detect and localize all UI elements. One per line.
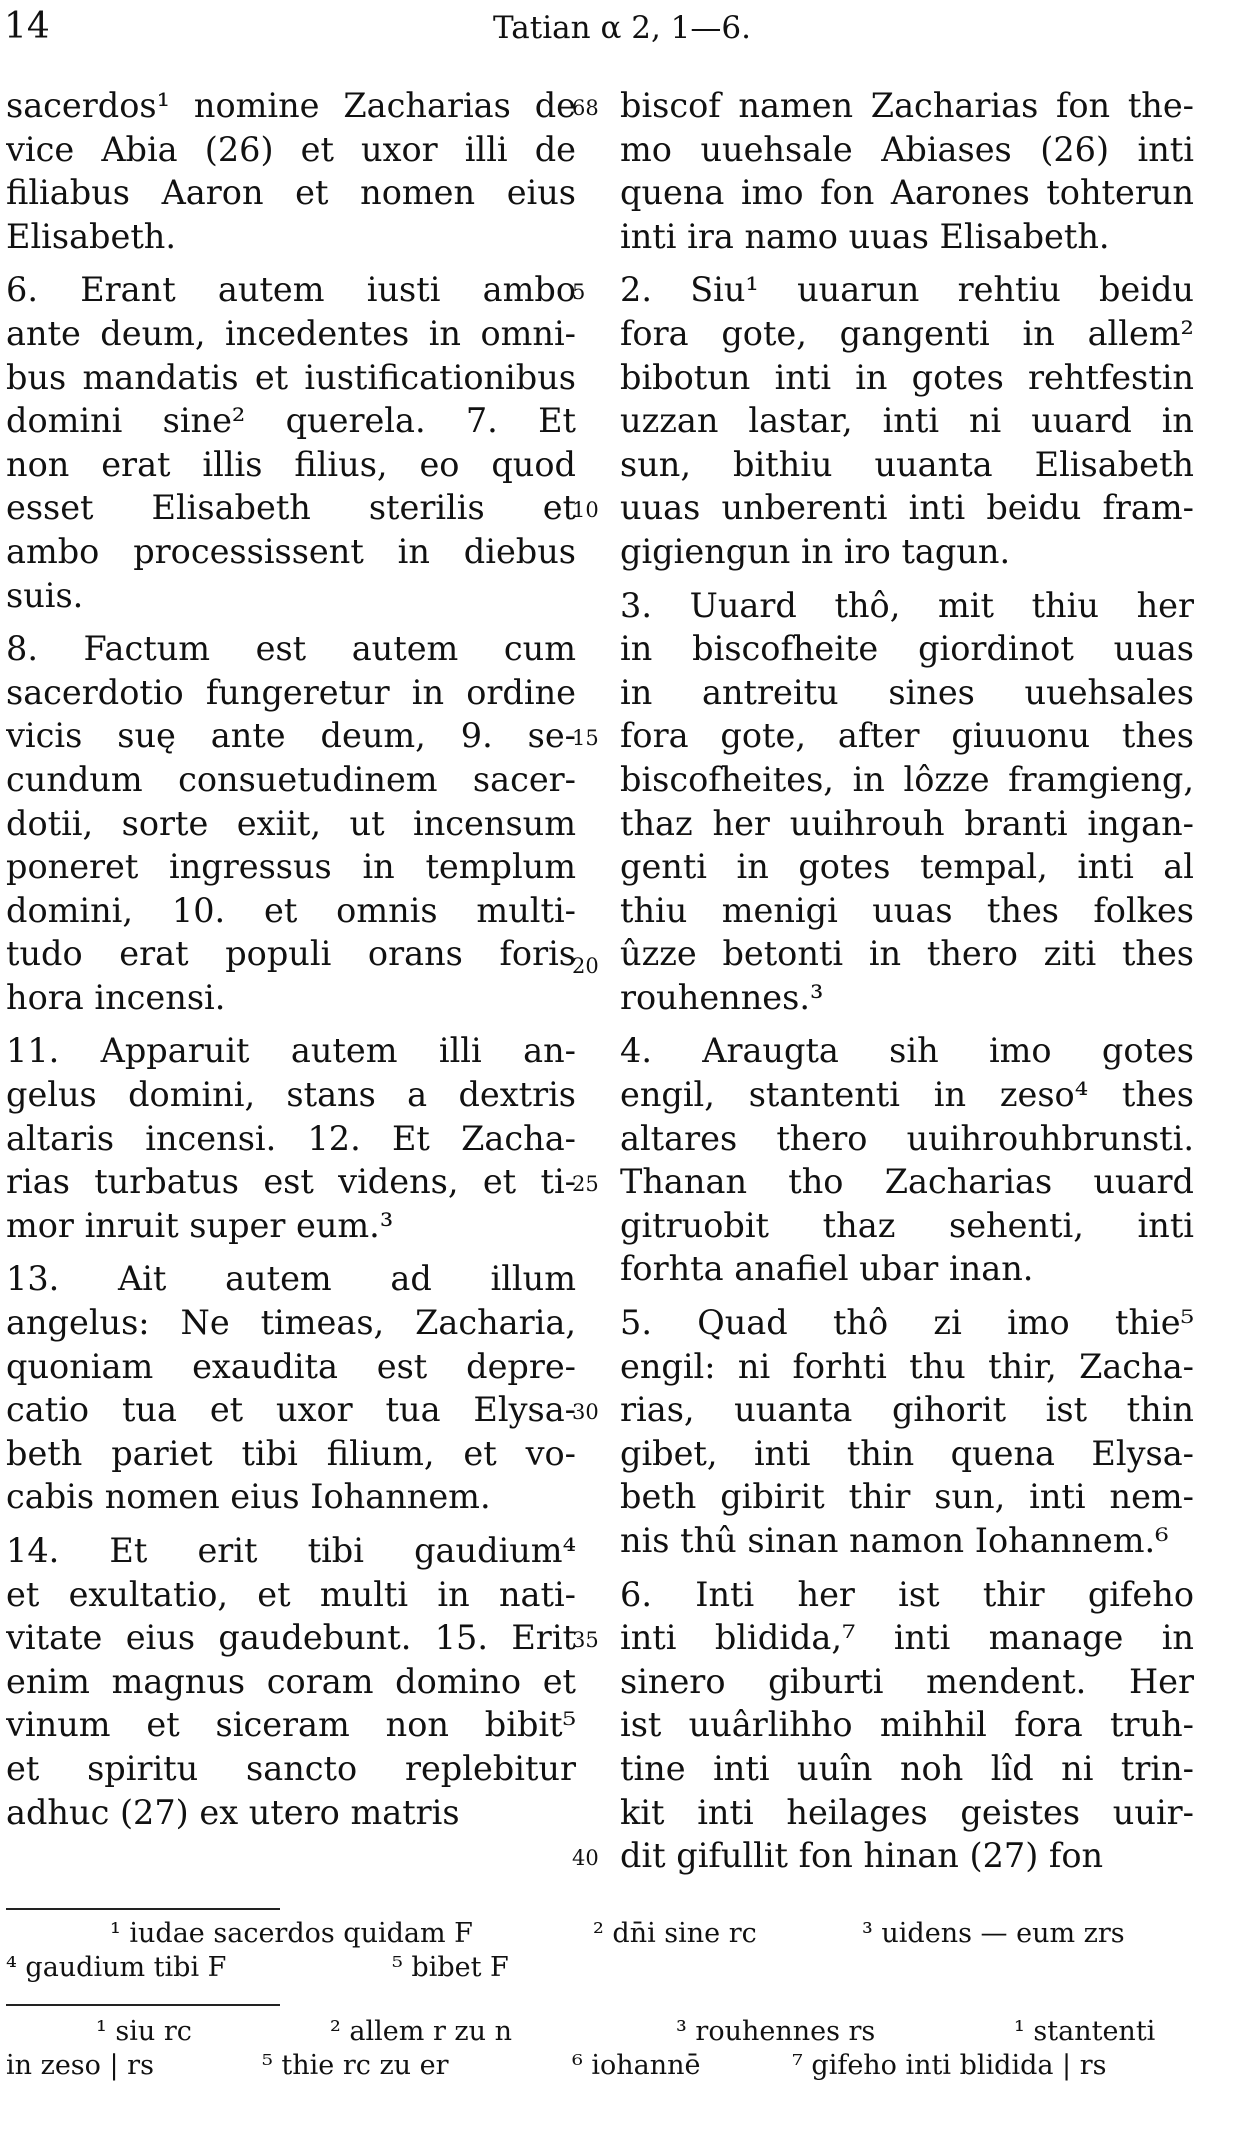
latin-paragraph	[6, 84, 576, 258]
apparatus-note-6: ⁵ thie rc zu er	[262, 2050, 449, 2081]
apparatus-note-1: ¹ siu rc	[96, 2016, 192, 2047]
ohg-line: 2. Siu¹ uuarun rehtiu beidu	[620, 270, 1194, 310]
ohg-line: altares thero uuihrouhbrunsti.	[620, 1118, 1194, 1158]
latin-line: cundum consuetudinem sacer-	[6, 759, 576, 799]
latin-line: mor inruit super eum.³	[6, 1205, 394, 1245]
ohg-line: tine inti uuîn noh lîd ni trin-	[620, 1748, 1194, 1788]
ohg-line: dit gifullit fon hinan (27) fon	[620, 1836, 1104, 1876]
ohg-line: uuas unberenti inti beidu fram-	[620, 488, 1194, 528]
latin-line: et spiritu sancto replebitur	[6, 1748, 576, 1788]
apparatus-note-5: in zeso | rs	[6, 2050, 154, 2081]
latin-line: dotii, sorte exiit, ut incensum	[6, 803, 576, 843]
latin-column	[6, 84, 576, 1834]
ohg-line: in biscofheite giordinot uuas	[620, 629, 1194, 669]
ohg-line: bibotun inti in gotes rehtfestin	[620, 357, 1194, 397]
line-number: 20	[572, 954, 599, 979]
latin-line: non erat illis filius, eo quod	[6, 444, 576, 484]
ohg-line: rouhennes.³	[620, 977, 824, 1017]
latin-line: ambo processissent in diebus	[6, 531, 576, 571]
latin-line: 13. Ait autem ad illum	[6, 1259, 576, 1299]
footnote-rule	[6, 1908, 280, 1910]
ohg-line: sinero giburti mendent. Her	[620, 1661, 1194, 1701]
ohg-line: quena imo fon Aarones tohterun	[620, 173, 1194, 213]
latin-line: 14. Et erit tibi gaudium⁴	[6, 1531, 576, 1570]
latin-line: domini, 10. et omnis multi-	[6, 890, 576, 930]
latin-line: vice Abia (26) et uxor illi de	[6, 129, 576, 169]
latin-line: rias turbatus est videns, et ti-	[6, 1162, 576, 1202]
latin-line: altaris incensi. 12. Et Zacha-	[6, 1118, 576, 1158]
ohg-line: ûzze betonti in thero ziti thes	[620, 934, 1194, 974]
apparatus-note-2: ² allem r zu n	[330, 2016, 513, 2047]
ohg-line: ist uuârlihho mihhil fora truh-	[620, 1705, 1194, 1745]
ohg-line: 6. Inti her ist thir gifeho	[620, 1574, 1194, 1614]
ohg-line: nis thû sinan namon Iohannem.⁶	[620, 1521, 1169, 1560]
old-high-german-column	[620, 84, 1194, 1878]
latin-line: esset Elisabeth sterilis et	[6, 488, 576, 528]
ohg-line: Thanan tho Zacharias uuard	[620, 1162, 1194, 1202]
page-header	[0, 6, 1244, 66]
latin-line: quoniam exaudita est depre-	[6, 1346, 576, 1386]
ohg-line: sun, bithiu uuanta Elisabeth	[620, 444, 1194, 484]
latin-line: bus mandatis et iustificationibus	[6, 357, 576, 397]
ohg-line: 4. Araugta sih imo gotes	[620, 1031, 1194, 1071]
ohg-line: gigiengun in iro tagun.	[620, 531, 1011, 571]
ohg-line: inti ira namo uuas Elisabeth.	[620, 216, 1110, 256]
ohg-paragraph	[620, 84, 1194, 258]
line-number: 10	[572, 498, 599, 523]
line-number: 25	[572, 1172, 599, 1197]
latin-line: ante deum, incedentes in omni-	[6, 313, 576, 353]
latin-line: adhuc (27) ex utero matris	[6, 1792, 460, 1832]
latin-paragraph	[6, 1029, 576, 1247]
latin-line: et exultatio, et multi in nati-	[6, 1574, 576, 1614]
latin-paragraph	[6, 268, 576, 617]
running-title: Tatian α 2, 1—6.	[493, 10, 751, 46]
latin-line: Elisabeth.	[6, 216, 177, 256]
apparatus-note-8: ⁷ gifeho inti blidida | rs	[792, 2050, 1107, 2081]
ohg-paragraph	[620, 1301, 1194, 1563]
latin-line: poneret ingressus in templum	[6, 847, 576, 887]
ohg-line: inti blidida,⁷ inti manage in	[620, 1618, 1194, 1658]
footnote-latin-1: ¹ iudae sacerdos quidam F	[110, 1918, 473, 1949]
latin-line: vicis suę ante deum, 9. se-	[6, 716, 576, 756]
latin-paragraph	[6, 1257, 576, 1519]
line-number: 5	[572, 280, 586, 305]
footnote-latin-3: ³ uidens — eum zrs	[862, 1918, 1125, 1949]
apparatus-note-4: ¹ stantenti	[1014, 2016, 1156, 2047]
footnote-latin-5: ⁵ bibet F	[392, 1952, 509, 1983]
latin-line: angelus: Ne timeas, Zacharia,	[6, 1303, 576, 1343]
ohg-line: engil, stantenti in zeso⁴ thes	[620, 1075, 1194, 1115]
ohg-line: engil: ni forhti thu thir, Zacha-	[620, 1346, 1194, 1386]
latin-line: gelus domini, stans a dextris	[6, 1075, 576, 1115]
ohg-line: uzzan lastar, inti ni uuard in	[620, 401, 1194, 441]
latin-line: beth pariet tibi filium, et vo-	[6, 1433, 576, 1473]
ohg-line: biscofheites, in lôzze framgieng,	[620, 759, 1194, 799]
latin-line: tudo erat populi orans foris	[6, 934, 576, 974]
line-number: 68	[572, 96, 599, 120]
latin-line: catio tua et uxor tua Elysa-	[6, 1390, 576, 1430]
ohg-paragraph	[620, 1573, 1194, 1878]
ohg-paragraph	[620, 268, 1194, 573]
latin-line: hora incensi.	[6, 977, 226, 1017]
latin-paragraph	[6, 627, 576, 1019]
latin-line: vitate eius gaudebunt. 15. Erit	[6, 1618, 576, 1658]
ohg-paragraph	[620, 1029, 1194, 1291]
latin-line: sacerdos¹ nomine Zacharias de	[6, 86, 576, 125]
ohg-line: rias, uuanta gihorit ist thin	[620, 1390, 1194, 1430]
latin-line: 6. Erant autem iusti ambo	[6, 270, 576, 310]
latin-line: domini sine² querela. 7. Et	[6, 401, 576, 441]
latin-line: cabis nomen eius Iohannem.	[6, 1477, 491, 1517]
ohg-line: fora gote, after giuuonu thes	[620, 716, 1194, 756]
ohg-line: genti in gotes tempal, inti al	[620, 847, 1194, 887]
ohg-line: 3. Uuard thô, mit thiu her	[620, 585, 1194, 625]
apparatus-note-7: ⁶ iohannē	[572, 2050, 701, 2081]
line-number: 15	[572, 726, 599, 751]
ohg-line: thaz her uuihrouh branti ingan-	[620, 803, 1194, 843]
line-number: 30	[572, 1400, 599, 1425]
apparatus-note-3: ³ rouhennes rs	[676, 2016, 876, 2047]
latin-line: filiabus Aaron et nomen eius	[6, 173, 576, 213]
ohg-line: forhta anafiel ubar inan.	[620, 1249, 1034, 1289]
ohg-line: gibet, inti thin quena Elysa-	[620, 1433, 1194, 1473]
ohg-paragraph	[620, 584, 1194, 1020]
latin-line: vinum et siceram non bibit⁵	[6, 1705, 576, 1745]
latin-line: 8. Factum est autem cum	[6, 629, 576, 669]
footnote-latin-2: ² dn̄i sine rc	[593, 1918, 757, 1949]
ohg-line: fora gote, gangenti in allem²	[620, 313, 1194, 353]
footnote-latin-4: ⁴ gaudium tibi F	[6, 1952, 227, 1983]
line-number: 35	[572, 1628, 599, 1653]
latin-line: 11. Apparuit autem illi an-	[6, 1031, 576, 1071]
ohg-line: in antreitu sines uuehsales	[620, 672, 1194, 712]
latin-paragraph	[6, 1529, 576, 1834]
page-number: 14	[4, 6, 50, 47]
ohg-line: biscof namen Zacharias fon the-	[620, 86, 1194, 125]
ohg-line: gitruobit thaz sehenti, inti	[620, 1205, 1194, 1245]
latin-line: suis.	[6, 575, 84, 615]
apparatus-rule	[6, 2004, 280, 2006]
line-number: 40	[572, 1846, 599, 1871]
latin-line: enim magnus coram domino et	[6, 1661, 576, 1701]
latin-line: sacerdotio fungeretur in ordine	[6, 672, 576, 712]
ohg-line: beth gibirit thir sun, inti nem-	[620, 1477, 1194, 1517]
ohg-line: mo uuehsale Abiases (26) inti	[620, 129, 1194, 169]
ohg-line: kit inti heilages geistes uuir-	[620, 1792, 1194, 1832]
ohg-line: 5. Quad thô zi imo thie⁵	[620, 1303, 1194, 1343]
ohg-line: thiu menigi uuas thes folkes	[620, 890, 1194, 930]
